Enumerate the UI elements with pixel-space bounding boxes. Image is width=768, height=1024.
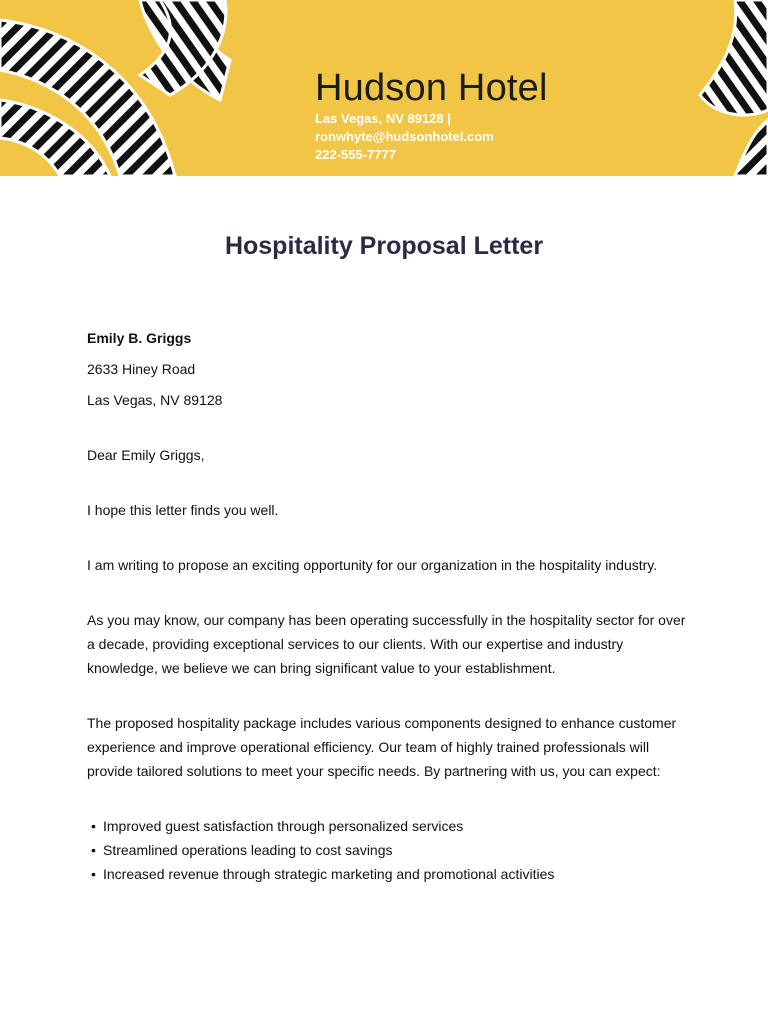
letterhead-banner bbox=[0, 0, 768, 176]
paragraph-intro: I am writing to propose an exciting opportunity for our organization in the hospitality industry. bbox=[87, 557, 658, 573]
salutation: Dear Emily Griggs, bbox=[87, 447, 205, 463]
paragraph-company: As you may know, our company has been operating successfully in the hospitality sector for over a decade, providing exceptional services to our clients. With our expertise and industry knowledge, we believe we can bring significant value to your establishment. bbox=[87, 612, 686, 676]
list-item-text: Streamlined operations leading to cost savings bbox=[103, 842, 393, 858]
hotel-info bbox=[315, 66, 548, 164]
paragraph-package: The proposed hospitality package includes various components designed to enhance customer experience and improve operational efficiency. Our team of highly trained professionals will provide tailored solutions to meet your specific needs. By partnering with us, you can expect: bbox=[87, 715, 677, 779]
hotel-email: ronwhyte@hudsonhotel.com bbox=[315, 129, 494, 144]
recipient-street: 2633 Hiney Road bbox=[87, 361, 196, 377]
list-item-text: Increased revenue through strategic marketing and promotional activities bbox=[103, 866, 555, 882]
hotel-address: Las Vegas, NV 89128 | bbox=[315, 111, 451, 126]
recipient-name: Emily B. Griggs bbox=[87, 330, 192, 346]
list-item bbox=[91, 814, 687, 838]
recipient-city: Las Vegas, NV 89128 bbox=[87, 392, 223, 408]
list-item bbox=[91, 862, 687, 886]
bullet-icon: • bbox=[91, 818, 96, 834]
hotel-phone: 222-555-7777 bbox=[315, 147, 396, 162]
bullet-icon: • bbox=[91, 866, 96, 882]
bullet-icon: • bbox=[91, 842, 96, 858]
list-item-text: Improved guest satisfaction through personalized services bbox=[103, 818, 464, 834]
benefits-list bbox=[87, 814, 687, 886]
letter-title: Hospitality Proposal Letter bbox=[224, 232, 544, 260]
paragraph-greeting: I hope this letter finds you well. bbox=[87, 502, 279, 518]
list-item bbox=[91, 838, 687, 862]
letter-body bbox=[87, 326, 687, 886]
hotel-name: Hudson Hotel bbox=[315, 67, 548, 109]
